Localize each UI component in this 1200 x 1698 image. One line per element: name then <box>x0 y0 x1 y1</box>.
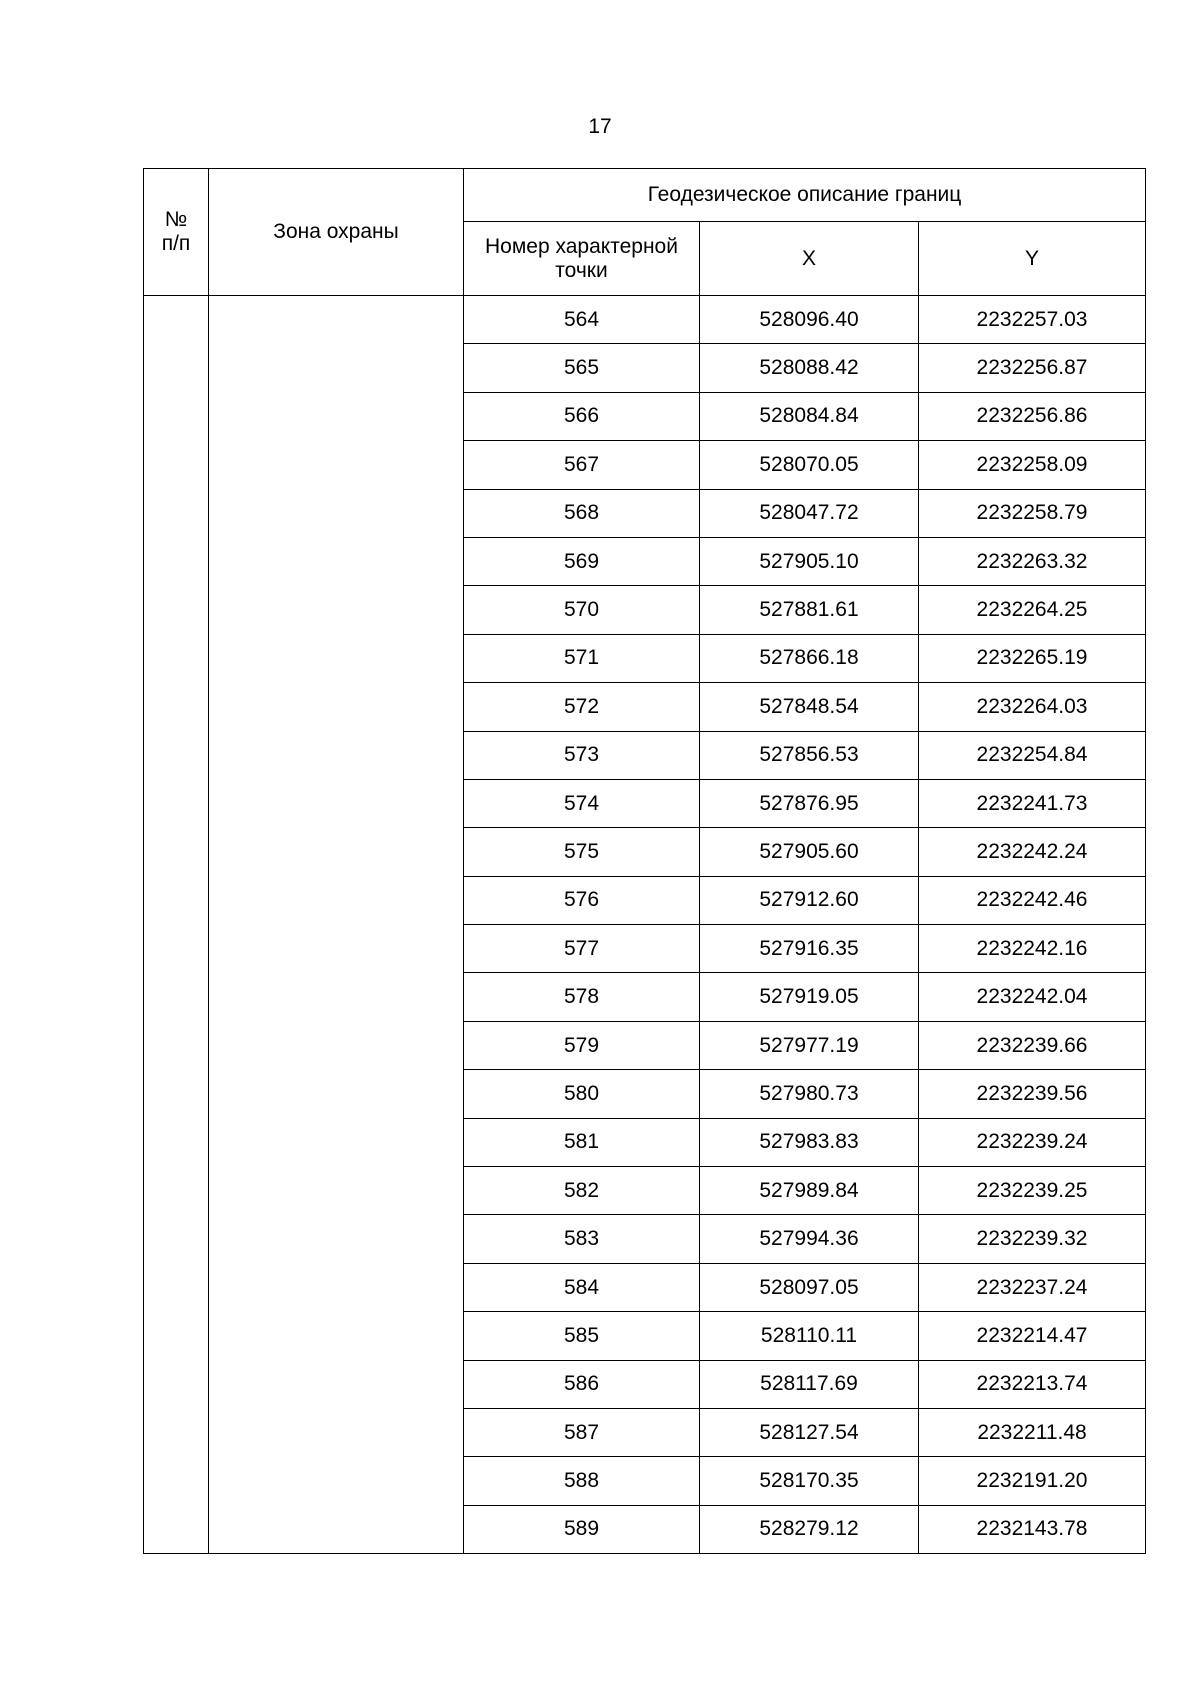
header-number-line1: № <box>164 208 188 231</box>
point-cell: 586 <box>464 1360 700 1408</box>
y-cell: 2232239.24 <box>919 1118 1146 1166</box>
y-cell: 2232258.79 <box>919 489 1146 537</box>
y-cell: 2232256.86 <box>919 392 1146 440</box>
header-point <box>464 222 700 296</box>
x-cell: 528127.54 <box>700 1408 919 1456</box>
x-cell: 527905.60 <box>700 828 919 876</box>
number-cell <box>144 296 209 1554</box>
point-cell: 578 <box>464 973 700 1021</box>
y-cell: 2232242.04 <box>919 973 1146 1021</box>
point-cell: 588 <box>464 1457 700 1505</box>
y-cell: 2232254.84 <box>919 731 1146 779</box>
header-number-line2: п/п <box>161 232 191 255</box>
x-cell: 528279.12 <box>700 1505 919 1553</box>
y-cell: 2232239.56 <box>919 1070 1146 1118</box>
point-cell: 580 <box>464 1070 700 1118</box>
x-cell: 528096.40 <box>700 296 919 344</box>
x-cell: 528110.11 <box>700 1312 919 1360</box>
point-cell: 572 <box>464 683 700 731</box>
header-x: X <box>700 222 919 296</box>
y-cell: 2232237.24 <box>919 1263 1146 1311</box>
x-cell: 527848.54 <box>700 683 919 731</box>
x-cell: 527905.10 <box>700 537 919 585</box>
point-cell: 566 <box>464 392 700 440</box>
point-cell: 575 <box>464 828 700 876</box>
y-cell: 2232143.78 <box>919 1505 1146 1553</box>
y-cell: 2232239.25 <box>919 1167 1146 1215</box>
point-cell: 581 <box>464 1118 700 1166</box>
x-cell: 527994.36 <box>700 1215 919 1263</box>
y-cell: 2232241.73 <box>919 779 1146 827</box>
zone-cell <box>209 296 464 1554</box>
table-body <box>144 296 1146 1554</box>
point-cell: 565 <box>464 344 700 392</box>
x-cell: 527856.53 <box>700 731 919 779</box>
y-cell: 2232239.66 <box>919 1021 1146 1069</box>
y-cell: 2232213.74 <box>919 1360 1146 1408</box>
y-cell: 2232263.32 <box>919 537 1146 585</box>
x-cell: 528117.69 <box>700 1360 919 1408</box>
page-number: 17 <box>588 115 612 138</box>
x-cell: 527919.05 <box>700 973 919 1021</box>
y-cell: 2232239.32 <box>919 1215 1146 1263</box>
point-cell: 579 <box>464 1021 700 1069</box>
point-cell: 577 <box>464 925 700 973</box>
y-cell: 2232191.20 <box>919 1457 1146 1505</box>
x-cell: 527912.60 <box>700 876 919 924</box>
point-cell: 587 <box>464 1408 700 1456</box>
y-cell: 2232211.48 <box>919 1408 1146 1456</box>
x-cell: 528088.42 <box>700 344 919 392</box>
x-cell: 527980.73 <box>700 1070 919 1118</box>
x-cell: 528084.84 <box>700 392 919 440</box>
point-cell: 570 <box>464 586 700 634</box>
table-row <box>144 296 1146 344</box>
x-cell: 527989.84 <box>700 1167 919 1215</box>
point-cell: 585 <box>464 1312 700 1360</box>
point-cell: 576 <box>464 876 700 924</box>
coordinates-table <box>143 168 1146 1554</box>
x-cell: 528047.72 <box>700 489 919 537</box>
x-cell: 527876.95 <box>700 779 919 827</box>
point-cell: 583 <box>464 1215 700 1263</box>
x-cell: 527983.83 <box>700 1118 919 1166</box>
x-cell: 528097.05 <box>700 1263 919 1311</box>
y-cell: 2232258.09 <box>919 441 1146 489</box>
x-cell: 527866.18 <box>700 634 919 682</box>
point-cell: 568 <box>464 489 700 537</box>
point-cell: 574 <box>464 779 700 827</box>
point-cell: 571 <box>464 634 700 682</box>
x-cell: 527881.61 <box>700 586 919 634</box>
x-cell: 527977.19 <box>700 1021 919 1069</box>
y-cell: 2232264.25 <box>919 586 1146 634</box>
y-cell: 2232214.47 <box>919 1312 1146 1360</box>
y-cell: 2232257.03 <box>919 296 1146 344</box>
x-cell: 528070.05 <box>700 441 919 489</box>
header-point-line2: точки <box>555 258 608 282</box>
point-cell: 582 <box>464 1167 700 1215</box>
y-cell: 2232242.46 <box>919 876 1146 924</box>
y-cell: 2232256.87 <box>919 344 1146 392</box>
y-cell: 2232264.03 <box>919 683 1146 731</box>
point-cell: 567 <box>464 441 700 489</box>
header-zone: Зона охраны <box>209 169 464 296</box>
header-number <box>144 169 209 296</box>
point-cell: 584 <box>464 1263 700 1311</box>
point-cell: 564 <box>464 296 700 344</box>
point-cell: 589 <box>464 1505 700 1553</box>
y-cell: 2232265.19 <box>919 634 1146 682</box>
header-geodetic: Геодезическое описание границ <box>464 169 1146 222</box>
y-cell: 2232242.24 <box>919 828 1146 876</box>
header-y: Y <box>919 222 1146 296</box>
point-cell: 569 <box>464 537 700 585</box>
header-point-line1: Номер характерной <box>485 234 678 258</box>
x-cell: 527916.35 <box>700 925 919 973</box>
x-cell: 528170.35 <box>700 1457 919 1505</box>
point-cell: 573 <box>464 731 700 779</box>
y-cell: 2232242.16 <box>919 925 1146 973</box>
